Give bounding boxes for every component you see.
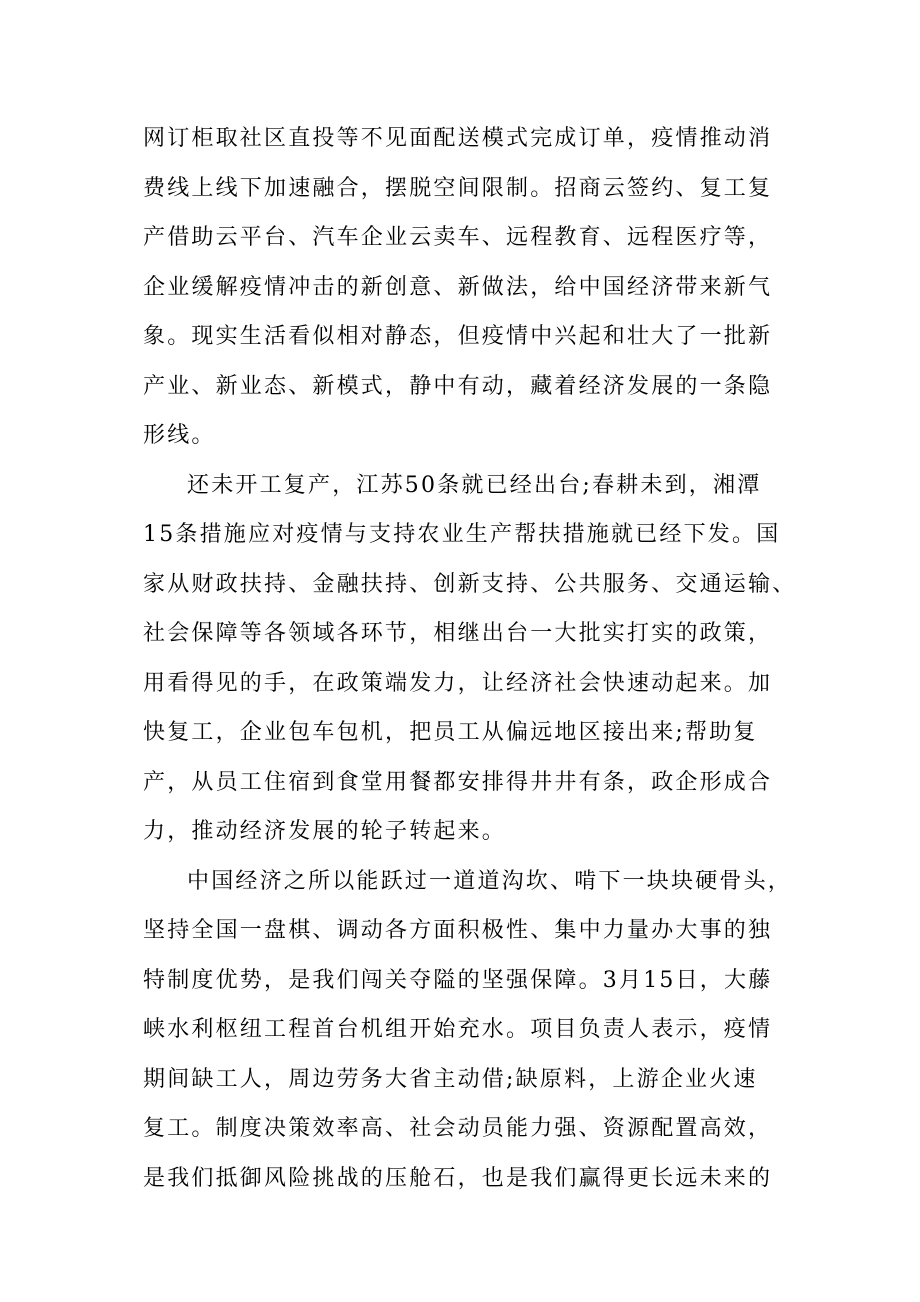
text-line: 社会保障等各领域各环节，相继出台一大批实打实的政策， xyxy=(143,621,773,646)
text-line: 坚持全国一盘棋、调动各方面积极性、集中力量办大事的独 xyxy=(143,918,773,943)
text-line: 用看得见的手，在政策端发力，让经济社会快速动起来。加 xyxy=(143,670,773,696)
text-line: 家从财政扶持、金融扶持、创新支持、公共服务、交通运输、 xyxy=(143,571,797,597)
text-line: 力，推动经济发展的轮子转起来。 xyxy=(143,819,507,844)
text-line: 峡水利枢纽工程首台机组开始充水。项目负责人表示，疫情 xyxy=(143,1017,773,1042)
text-line: 产，从员工住宿到食堂用餐都安排得井井有条，政企形成合 xyxy=(143,769,773,795)
text-line: 特制度优势，是我们闯关夺隘的坚强保障。3月15日，大藤 xyxy=(143,967,773,993)
text-line: 费线上线下加速融合，摆脱空间限制。招商云签约、复工复 xyxy=(143,175,773,201)
text-line: 中国经济之所以能跃过一道道沟坎、啃下一块块硬骨头， xyxy=(187,868,793,894)
text-line: 象。现实生活看似相对静态，但疫情中兴起和壮大了一批新 xyxy=(143,324,773,349)
text-line: 还未开工复产，江苏50条就已经出台;春耕未到，湘潭 xyxy=(187,472,762,498)
text-line: 期间缺工人，周边劳务大省主动借;缺原料，上游企业火速 xyxy=(143,1066,758,1092)
text-line: 是我们抵御风险挑战的压舱石，也是我们赢得更长远未来的 xyxy=(143,1165,773,1191)
body-text xyxy=(143,114,797,1203)
text-line: 企业缓解疫情冲击的新创意、新做法，给中国经济带来新气 xyxy=(143,274,773,300)
paragraph xyxy=(143,461,797,857)
paragraph xyxy=(143,857,793,1204)
text-line: 网订柜取社区直投等不见面配送模式完成订单，疫情推动消 xyxy=(143,126,773,151)
text-line: 15条措施应对疫情与支持农业生产帮扶措施就已经下发。国 xyxy=(143,522,781,547)
text-line: 产借助云平台、汽车企业云卖车、远程教育、远程医疗等， xyxy=(143,225,773,250)
text-line: 产业、新业态、新模式，静中有动，藏着经济发展的一条隐 xyxy=(143,373,773,399)
paragraph xyxy=(143,114,793,461)
text-line: 快复工，企业包车包机，把员工从偏远地区接出来;帮助复 xyxy=(143,720,758,745)
text-line: 复工。制度决策效率高、社会动员能力强、资源配置高效， xyxy=(143,1116,773,1141)
text-line: 形线。 xyxy=(143,423,216,448)
